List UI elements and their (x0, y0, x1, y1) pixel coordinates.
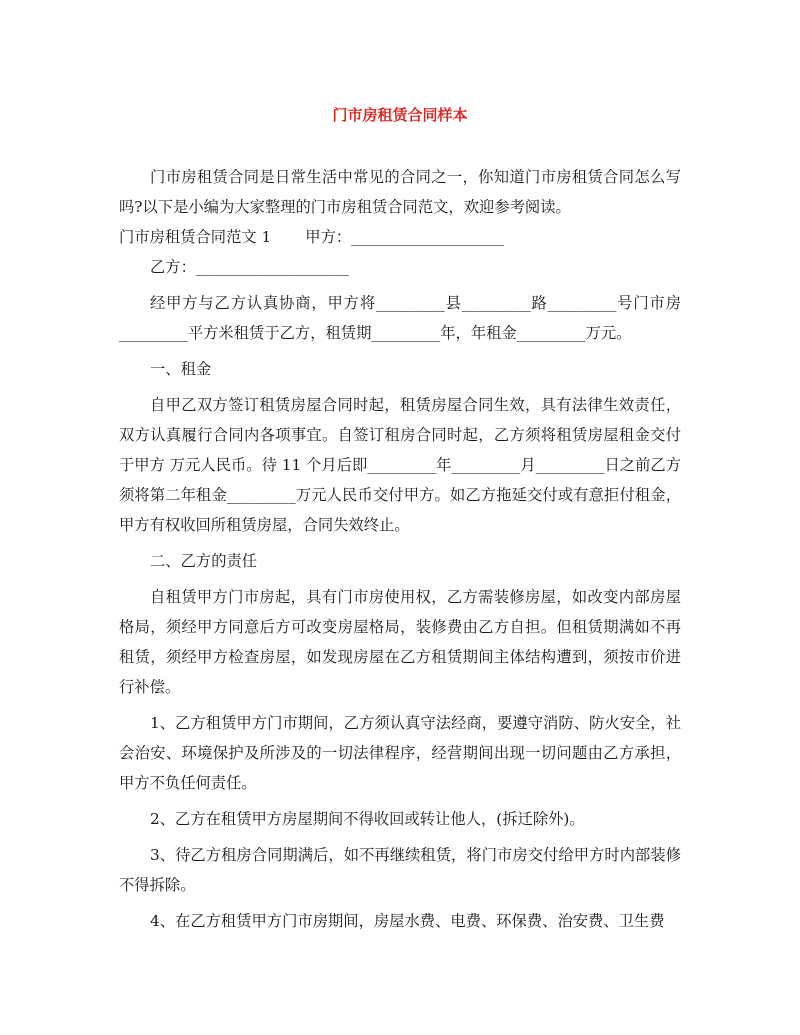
party-b-line: 乙方：____________________ (150, 258, 349, 276)
clause-3: 3、待乙方租房合同期满后，如不再继续租赁，将门市房交付给甲方时内部装修不得拆除。 (119, 846, 681, 894)
intro-paragraph: 门市房租赁合同是日常生活中常见的合同之一，你知道门市房租赁合同怎么写吗?以下是小编为大家整理的门市房租赁合同范文，欢迎参考阅读。 (119, 168, 681, 216)
section-1-heading: 一、租金 (150, 360, 212, 378)
clause-2: 2、乙方在租赁甲方房屋期间不得收回或转让他人，(拆迁除外)。 (150, 810, 585, 828)
clause-1: 1、乙方租赁甲方门市期间，乙方须认真守法经商，要遵守消防、防火安全，社会治安、环境保护及所涉及的一切法律程序，经营期间出现一切问题由乙方承担，甲方不负任何责任。 (119, 714, 681, 792)
sample-heading-line (119, 222, 681, 252)
party-a-line: 甲方：____________________ (305, 228, 505, 246)
agreement-paragraph: 经甲方与乙方认真协商，甲方将_________县_________路_________号门市房_________平方米租赁于乙方，租赁期_________年，年租金_________万元。 (119, 294, 681, 342)
document-body (119, 162, 681, 936)
section-1-paragraph: 自甲乙双方签订租赁房屋合同时起，租赁房屋合同生效，具有法律生效责任，双方认真履行合同内各项事宜。自签订租房合同时起，乙方须将租赁房屋租金交付于甲方 万元人民币。待 11 个月后即_________年_________月_________日之前乙方须将第二年租金_________万元人民币交付甲方。如乙方拖延交付或有意拒付租金，甲方有权收回所租赁房屋，合同失效终止。 (119, 396, 681, 534)
sample-heading: 门市房租赁合同范文 1 (119, 228, 272, 246)
section-2-paragraph: 自租赁甲方门市房起，具有门市房使用权，乙方需装修房屋，如改变内部房屋格局，须经甲方同意后方可改变房屋格局，装修费由乙方自担。但租赁期满如不再租赁，须经甲方检查房屋，如发现房屋在乙方租赁期间主体结构遭到，须按市价进行补偿。 (119, 588, 681, 696)
document-title: 门市房租赁合同样本 (332, 106, 468, 124)
clause-4: 4、在乙方租赁甲方门市房期间，房屋水费、电费、环保费、治安费、卫生费 (150, 912, 665, 930)
section-2-heading: 二、乙方的责任 (150, 552, 258, 570)
